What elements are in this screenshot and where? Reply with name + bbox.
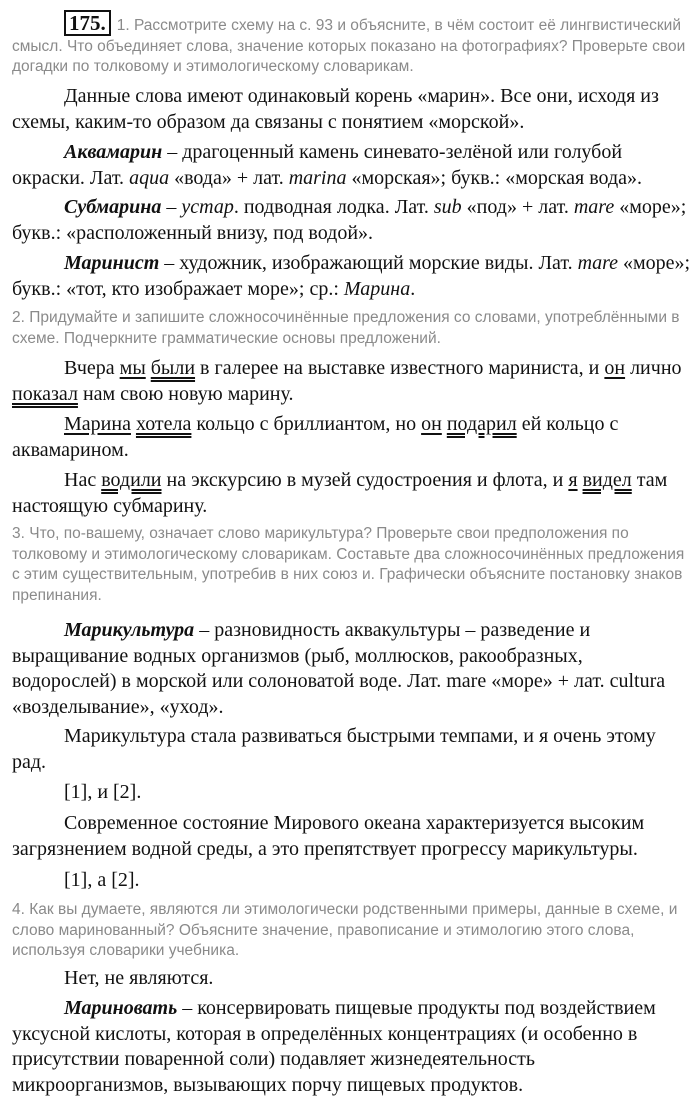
sentence-4: Марикультура стала развиваться быстрыми темпами, и я очень этому рад.: [12, 725, 656, 773]
task-3: 3. Что, по-вашему, означает слово марикультура? Проверьте свои предположения по толковому и этимологическому словарикам. Составьте два сложносочинённых предложения с этим существительным, употребив в них союз и. Графически объясните постановку знаков препинания.: [12, 525, 685, 604]
task-2: 2. Придумайте и запишите сложносочинённые предложения со словами, употреблёнными в схеме. Подчеркните грамматические основы предложений.: [12, 309, 680, 347]
task-4: 4. Как вы думаете, являются ли этимологически родственными примеры, данные в схеме, и слово маринованный? Объясните значение, правописание и этимологию этого слова, используя словарики учебника.: [12, 901, 678, 959]
predicate: видел: [582, 469, 632, 491]
subject: он: [604, 357, 626, 379]
scheme-2: [1], а [2].: [64, 869, 140, 891]
scheme-1: [1], и [2].: [64, 781, 142, 803]
task-1: [12, 10, 692, 78]
task-1-text: 1. Рассмотрите схему на с. 93 и объясните, в чём состоит её лингвистический смысл. Что объединяет слова, значение которых показано на фотографиях? Проверьте свои догадки по толковому и этимологическому словарикам.: [12, 17, 686, 75]
definition-submarine: Субмарина – устар. подводная лодка. Лат. sub «под» + лат. mare «море»; букв.: «расположенный внизу, под водой».: [12, 196, 687, 244]
predicate: водили: [101, 469, 162, 491]
subject: мы: [119, 357, 146, 379]
subject: Марина: [64, 413, 131, 435]
predicate: были: [150, 357, 196, 379]
sentence-3: Нас водили на экскурсию в музей судостроения и флота, и я видел там настоящую субмарину.: [12, 469, 668, 517]
sentence-2: Марина хотела кольцо с бриллиантом, но он подарил ей кольцо с аквамарином.: [12, 413, 619, 461]
predicate: хотела: [135, 413, 192, 435]
predicate: показал: [12, 382, 78, 405]
predicate: подарил: [446, 413, 517, 435]
exercise-number: 175.: [64, 10, 111, 36]
subject: я: [568, 469, 578, 491]
definition-mariculture: Марикультура – разновидность аквакультуры – разведение и выращивание водных организмов (рыб, моллюсков, ракообразных, водорослей) в морской или солоноватой воде. Лат. mare «море» + лат. cultura «возделывание», «уход».: [12, 619, 666, 718]
definition-marinist: Маринист – художник, изображающий морские виды. Лат. mare «море»; букв.: «тот, кто изображает море»; ср.: Марина.: [12, 252, 691, 300]
definition-aquamarine: Аквамарин – драгоценный камень синевато-зелёной или голубой окраски. Лат. aqua «вода» + лат. marina «морская»; букв.: «морская вода».: [12, 141, 643, 189]
definition-marinate: Мариновать – консервировать пищевые продукты под воздействием уксусной кислоты, которая в определённых концентрациях (и особенно в присутствии поваренной соли) подавляет жизнедеятельность микроорганизмов, вызывающих порчу пищевых продуктов.: [12, 997, 656, 1096]
answer-4: Нет, не являются.: [64, 967, 214, 989]
sentence-1: Вчера мы были в галерее на выставке известного мариниста, и он лично показал нам свою новую марину.: [12, 357, 682, 405]
subject: он: [421, 413, 442, 435]
answer-1: Данные слова имеют одинаковый корень «марин». Все они, исходя из схемы, каким-то образом да связаны с понятием «морской».: [12, 85, 659, 133]
sentence-5: Современное состояние Мирового океана характеризуется высоким загрязнением водной среды, а это препятствует прогрессу марикультуры.: [12, 812, 645, 860]
